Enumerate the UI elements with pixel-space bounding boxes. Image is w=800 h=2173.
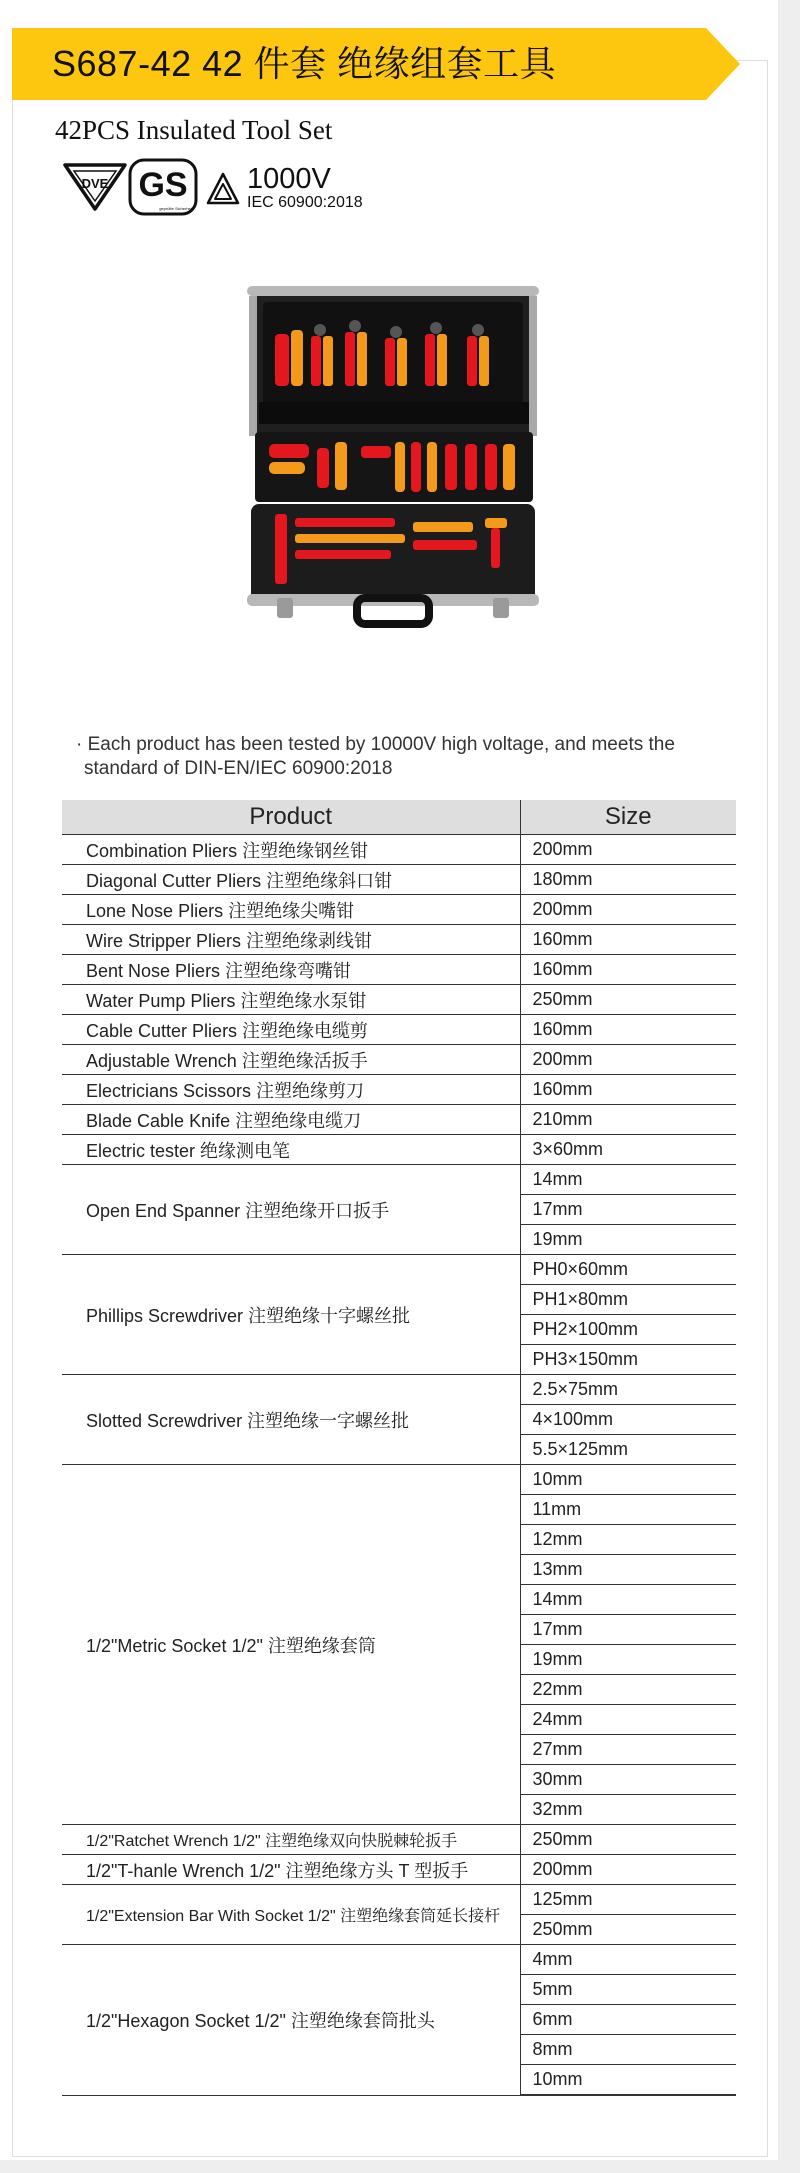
table-row [62,1255,736,1285]
size-cell: PH3×150mm [520,1345,736,1375]
page-subtitle: 42PCS Insulated Tool Set [55,115,333,145]
size-cell: 30mm [520,1765,736,1795]
size-cell: 19mm [520,1645,736,1675]
page-title: S687-42 42 件套 绝缘组套工具 [52,43,557,84]
vde-text: DVE [81,176,109,191]
product-name-cell: Phillips Screwdriver 注塑绝缘十字螺丝批 [62,1255,520,1375]
size-cell: 4×100mm [520,1405,736,1435]
table-row [62,1855,736,1885]
product-name-cell: Electric tester 绝缘测电笔 [62,1135,520,1165]
table-row [62,925,736,955]
size-cell: 5.5×125mm [520,1435,736,1465]
product-name-cell: Combination Pliers 注塑绝缘钢丝钳 [62,835,520,865]
table-row [62,1885,736,1915]
table-row [62,955,736,985]
product-name-cell: 1/2"Hexagon Socket 1/2" 注塑绝缘套筒批头 [62,1945,520,2096]
size-cell: PH0×60mm [520,1255,736,1285]
product-name-cell: 1/2"Extension Bar With Socket 1/2" 注塑绝缘套筒延长接杆 [62,1885,520,1945]
table-row [62,1165,736,1195]
size-cell: 32mm [520,1795,736,1825]
product-column-header: Product [62,800,520,835]
product-name-cell: Lone Nose Pliers 注塑绝缘尖嘴钳 [62,895,520,925]
table-row [62,835,736,865]
size-cell: 10mm [520,1465,736,1495]
product-name-cell: 1/2"Metric Socket 1/2" 注塑绝缘套筒 [62,1465,520,1825]
size-cell: 200mm [520,1045,736,1075]
table-row [62,1075,736,1105]
size-cell: 17mm [520,1195,736,1225]
size-cell: 160mm [520,955,736,985]
size-cell: 4mm [520,1945,736,1975]
product-name-cell: Water Pump Pliers 注塑绝缘水泵钳 [62,985,520,1015]
size-cell: 160mm [520,925,736,955]
table-row [62,865,736,895]
vde-logo [62,162,128,212]
size-cell: 200mm [520,1855,736,1885]
gs-small-text: geprüfte Sicherheit [159,206,193,211]
size-cell: 13mm [520,1555,736,1585]
size-cell: 180mm [520,865,736,895]
size-cell: 14mm [520,1165,736,1195]
size-cell: PH2×100mm [520,1315,736,1345]
iec-standard: IEC 60900:2018 [247,194,363,211]
size-cell: 2.5×75mm [520,1375,736,1405]
size-cell: 160mm [520,1015,736,1045]
product-name-cell: Slotted Screwdriver 注塑绝缘一字螺丝批 [62,1375,520,1465]
table-row [62,895,736,925]
size-cell: 8mm [520,2035,736,2065]
product-name-cell: 1/2"Ratchet Wrench 1/2" 注塑绝缘双向快脱棘轮扳手 [62,1825,520,1855]
insulation-icon [206,172,240,206]
size-cell: 160mm [520,1075,736,1105]
product-name-cell: Electricians Scissors 注塑绝缘剪刀 [62,1075,520,1105]
size-column-header: Size [520,800,736,835]
size-cell: 200mm [520,895,736,925]
size-cell: 22mm [520,1675,736,1705]
size-cell: 210mm [520,1105,736,1135]
size-cell: 250mm [520,985,736,1015]
product-name-cell: Blade Cable Knife 注塑绝缘电缆刀 [62,1105,520,1135]
tool-case-image [245,282,541,642]
product-name-cell: Wire Stripper Pliers 注塑绝缘剥线钳 [62,925,520,955]
size-cell: 125mm [520,1885,736,1915]
size-cell: 27mm [520,1735,736,1765]
test-note-line-2: standard of DIN-EN/IEC 60900:2018 [84,758,393,779]
table-row [62,1825,736,1855]
table-row [62,985,736,1015]
table-row [62,1105,736,1135]
table-row [62,1135,736,1165]
product-name-cell: Cable Cutter Pliers 注塑绝缘电缆剪 [62,1015,520,1045]
size-cell: 250mm [520,1825,736,1855]
size-cell: 3×60mm [520,1135,736,1165]
test-note [76,733,716,781]
banner-arrow [706,28,740,100]
product-name-cell: Adjustable Wrench 注塑绝缘活扳手 [62,1045,520,1075]
table-row [62,1045,736,1075]
table-row [62,1465,736,1495]
test-note-line-1: · Each product has been tested by 10000V high voltage, and meets the [76,734,675,755]
size-cell: 17mm [520,1615,736,1645]
size-cell: 19mm [520,1225,736,1255]
size-cell: 200mm [520,835,736,865]
product-name-cell: Open End Spanner 注塑绝缘开口扳手 [62,1165,520,1255]
gs-logo [128,158,198,216]
size-cell: 12mm [520,1525,736,1555]
size-cell: 24mm [520,1705,736,1735]
product-name-cell: 1/2"T-hanle Wrench 1/2" 注塑绝缘方头 T 型扳手 [62,1855,520,1885]
size-cell: 14mm [520,1585,736,1615]
table-row [62,1015,736,1045]
spec-table [62,800,736,2096]
size-cell: 6mm [520,2005,736,2035]
size-cell: 11mm [520,1495,736,1525]
size-cell: 5mm [520,1975,736,2005]
size-cell: 10mm [520,2065,736,2096]
product-name-cell: Diagonal Cutter Pliers 注塑绝缘斜口钳 [62,865,520,895]
spec-table-body [62,835,736,2096]
voltage-rating: 1000V [247,163,331,195]
product-name-cell: Bent Nose Pliers 注塑绝缘弯嘴钳 [62,955,520,985]
size-cell: PH1×80mm [520,1285,736,1315]
size-cell: 250mm [520,1915,736,1945]
gs-text: GS [138,166,188,204]
spec-header-row [62,800,736,835]
table-row [62,1945,736,1975]
table-row [62,1375,736,1405]
